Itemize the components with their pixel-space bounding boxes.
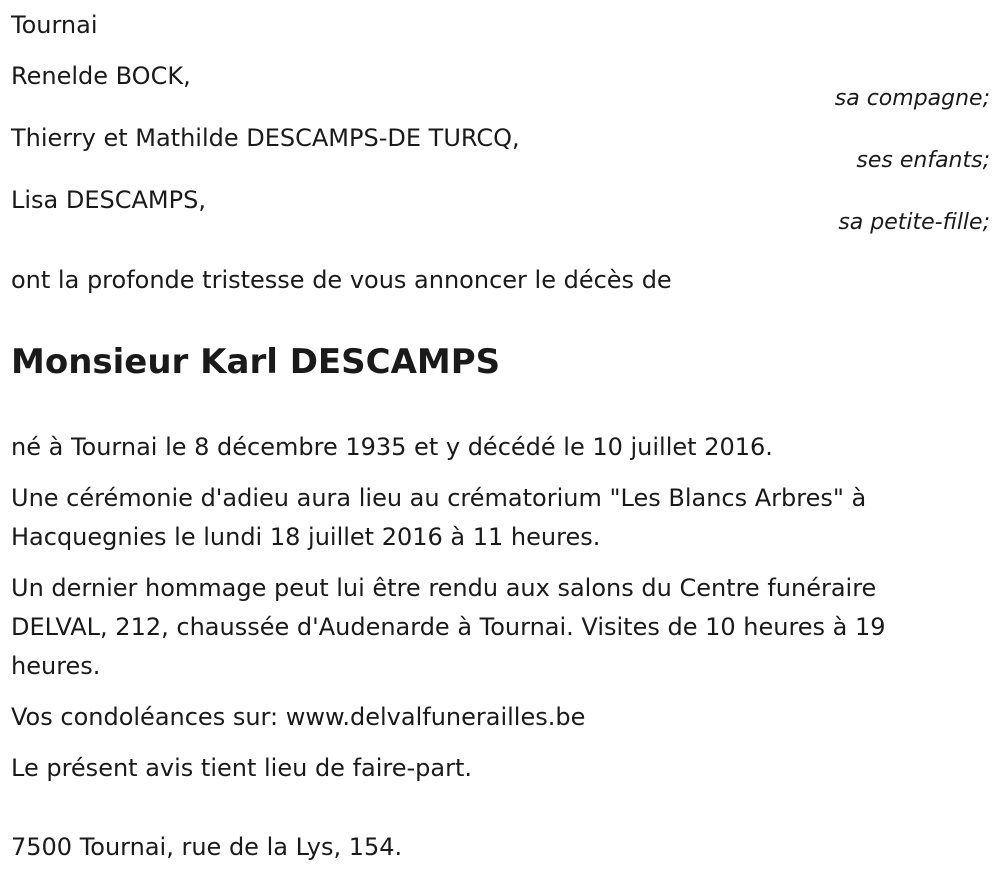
ceremony-text: Une cérémonie d'adieu aura lieu au crématorium "Les Blancs Arbres" à (11, 484, 867, 512)
mourner-relation: sa compagne; (834, 86, 990, 111)
tribute-text: DELVAL, 212, chaussée d'Audenarde à Tournai. Visites de 10 heures à 19 (11, 613, 886, 641)
birth-death-text: né à Tournai le 8 décembre 1935 et y décédé le 10 juillet 2016. (11, 433, 773, 461)
deceased-name: Monsieur Karl DESCAMPS (11, 342, 501, 382)
mourner-name: Lisa DESCAMPS, (11, 186, 206, 214)
mourner-name: Thierry et Mathilde DESCAMPS-DE TURCQ, (11, 124, 520, 152)
city-header: Tournai (11, 11, 98, 39)
announcement-text: ont la profonde tristesse de vous annoncer le décès de (11, 266, 672, 294)
condolences-text: Vos condoléances sur: www.delvalfunerailles.be (11, 703, 586, 731)
address-text: 7500 Tournai, rue de la Lys, 154. (11, 833, 403, 861)
ceremony-text: Hacquegnies le lundi 18 juillet 2016 à 11 heures. (11, 523, 601, 551)
tribute-text: Un dernier hommage peut lui être rendu aux salons du Centre funéraire (11, 574, 877, 602)
mourner-relation: sa petite-fille; (838, 210, 990, 235)
mourner-relation: ses enfants; (856, 148, 990, 173)
mourner-name: Renelde BOCK, (11, 62, 191, 90)
tribute-text: heures. (11, 652, 101, 680)
notice-text: Le présent avis tient lieu de faire-part. (11, 754, 473, 782)
